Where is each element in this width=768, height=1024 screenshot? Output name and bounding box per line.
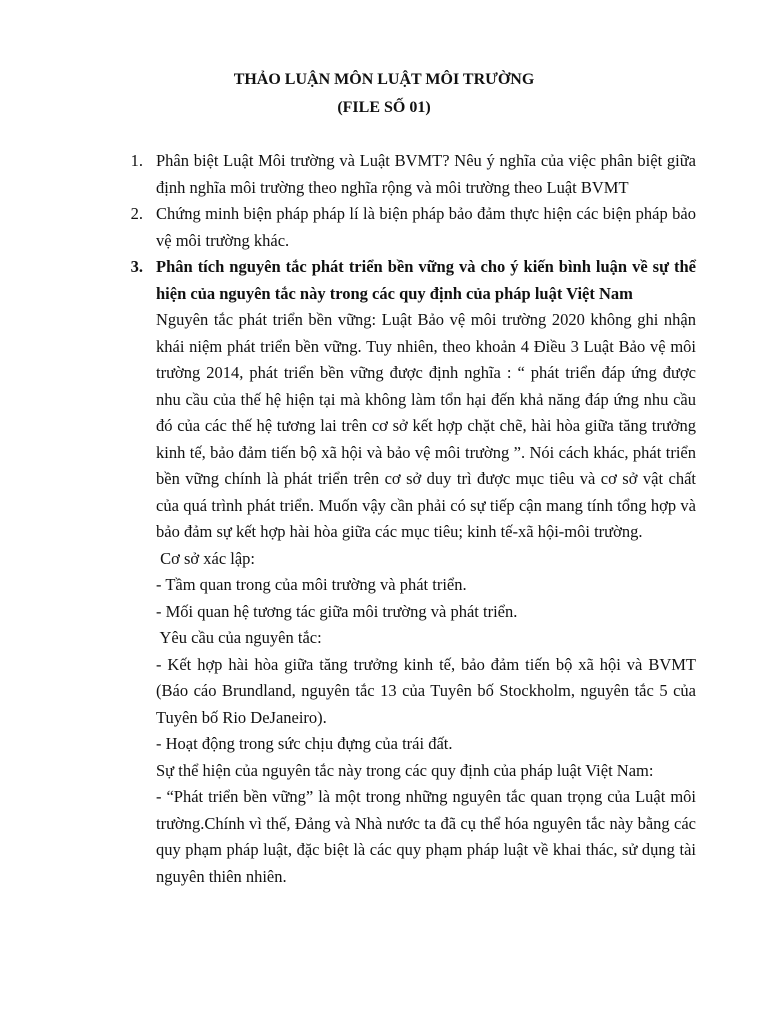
basis-item: - Mối quan hệ tương tác giữa môi trường và phát triển. — [156, 601, 518, 621]
question-text: Chứng minh biện pháp pháp lí là biện pháp bảo đảm thực hiện các biện pháp bảo vệ môi trường khác. — [156, 204, 696, 250]
question-number: 3. — [130, 257, 143, 276]
answer-body — [156, 307, 696, 890]
intro-paragraph: Nguyên tắc phát triển bền vững: Luật Bảo vệ môi trường 2020 không ghi nhận khái niệm phát triển bền vững. Tuy nhiên, theo khoản 4 Điều 3 Luật Bảo vệ môi trường 2014, phát triển bền vững được định nghĩa : “ phát triển đáp ứng được nhu cầu của thế hệ hiện tại mà không làm tổn hại đến khả năng đáp ứng nhu cầu đó của các thế hệ tương lai trên cơ sở kết hợp chặt chẽ, hài hòa giữa tăng trưởng kinh tế, bảo đảm tiến bộ xã hội và bảo vệ môi trường ”. Nói cách khác, phát triển bền vững chính là phát triển trên cơ sở duy trì được mục tiêu và cơ sở vật chất của quá trình phát triển. Muốn vậy cần phải có sự tiếp cận mang tính tổng hợp và bảo đảm sự kết hợp hài hòa giữa các mục tiêu; kinh tế-xã hội-môi trường. — [156, 310, 696, 541]
document-title: THẢO LUẬN MÔN LUẬT MÔI TRƯỜNG — [233, 71, 535, 88]
basis-heading: Cơ sở xác lập: — [156, 548, 256, 568]
question-2 — [72, 201, 696, 254]
question-number: 2. — [130, 204, 143, 223]
question-number: 1. — [130, 151, 143, 170]
question-1 — [72, 148, 696, 201]
document-subtitle: (FILE SỐ 01) — [337, 99, 431, 116]
expression-heading: Sự thể hiện của nguyên tắc này trong các quy định của pháp luật Việt Nam: — [156, 760, 654, 780]
basis-item: - Tầm quan trong của môi trường và phát triển. — [156, 575, 467, 594]
question-text: Phân biệt Luật Môi trường và Luật BVMT? Nêu ý nghĩa của việc phân biệt giữa định nghĩa môi trường theo nghĩa rộng và môi trường theo Luật BVMT — [156, 151, 696, 197]
requirement-item: - Hoạt động trong sức chịu đựng của trái đất. — [156, 734, 453, 753]
expression-paragraph: - “Phát triển bền vững” là một trong những nguyên tắc quan trọng của Luật môi trường.Chính vì thế, Đảng và Nhà nước ta đã cụ thể hóa nguyên tắc này bằng các quy phạm pháp luật, đặc biệt là các quy phạm pháp luật về khai thác, sử dụng tài nguyên thiên nhiên. — [156, 787, 696, 886]
requirement-item: - Kết hợp hài hòa giữa tăng trưởng kinh tế, bảo đảm tiến bộ xã hội và BVMT (Báo cáo Brundland, nguyên tắc 13 của Tuyên bố Stockholm, nguyên tắc 5 của Tuyên bố Rio DeJaneiro). — [156, 654, 696, 727]
requirements-heading: Yêu cầu của nguyên tắc: — [156, 628, 322, 647]
question-3 — [72, 254, 696, 307]
question-text: Phân tích nguyên tắc phát triển bền vững và cho ý kiến bình luận về sự thể hiện của nguyên tắc này trong các quy định của pháp luật Việt Nam — [156, 257, 696, 303]
